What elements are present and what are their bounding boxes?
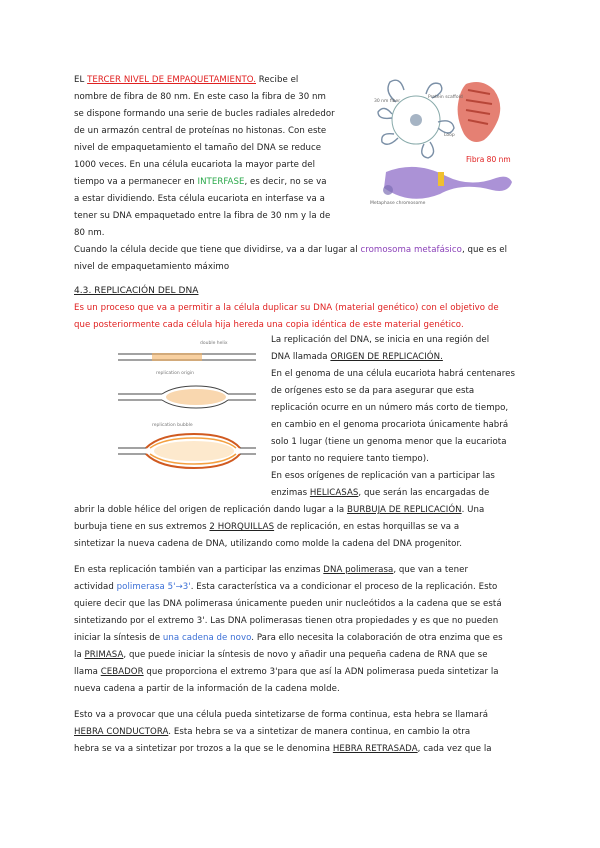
p1-line-4: de un armazón central de proteínas no histonas. Con este — [74, 126, 327, 136]
p1-line-6: 1000 veces. En una célula eucariota la mayor parte del — [74, 160, 316, 170]
dna-strand-top — [118, 353, 256, 361]
term-tercer-nivel: TERCER NIVEL DE EMPAQUETAMIENTO. — [87, 75, 256, 85]
text: tiempo va a permanecer en — [74, 177, 198, 187]
text: la — [74, 650, 85, 660]
metaphase-chromosome — [458, 82, 501, 142]
label-metaphase: Metaphase chromosome — [370, 201, 426, 206]
p1-line-3: se dispone formando una serie de bucles radiales alrededor — [74, 109, 335, 119]
term-interfase: INTERFASE — [197, 177, 245, 187]
p1-line-7 — [74, 174, 327, 191]
p4-line-2 — [74, 724, 470, 741]
p1-line-2: nombre de fibra de 80 nm. En este caso la fibra de 30 nm — [74, 92, 326, 102]
p4-line-3 — [74, 741, 492, 758]
text: enzimas — [271, 488, 310, 498]
label-scaffold: Protein scaffold — [428, 95, 463, 100]
p2-line-8: por tanto no requiere tanto tiempo). — [271, 454, 429, 464]
p3-line-2 — [74, 579, 497, 596]
label-30nm: 30 nm fiber — [374, 99, 401, 104]
p1-line-12: nivel de empaquetamiento máximo — [74, 262, 230, 272]
p3-line-7 — [74, 664, 499, 681]
p1-line-11 — [74, 242, 507, 259]
p2-line-6: en cambio en el genoma procariota únicamente habrá — [271, 420, 509, 430]
text: actividad — [74, 582, 117, 592]
term-hebra-conductora: HEBRA CONDUCTORA — [74, 727, 169, 737]
term-burbuja-replicacion: BURBUJA DE REPLICACIÓN — [347, 505, 462, 515]
text: abrir la doble hélice del origen de replicación dando lugar a la — [74, 505, 348, 515]
term-helicasas: HELICASAS — [309, 488, 359, 498]
p1-line-5: nivel de empaquetamiento el tamaño del DNA se reduce — [74, 143, 322, 153]
p2-line-5: replicación ocurre en un número más corto de tiempo, — [271, 403, 509, 413]
text: Cuando la célula decide que tiene que dividirse, va a dar lugar al — [74, 245, 361, 255]
replication-bubble-figure — [112, 336, 262, 478]
label-loop: Loop — [444, 133, 455, 138]
dna-strand-bottom — [118, 434, 256, 468]
figure-caption-fibra-80nm: Fibra 80 nm — [466, 155, 511, 164]
text: En esta replicación también van a participar las enzimas — [74, 565, 324, 575]
text: hebra se va a sintetizar por trozos a la que se le denomina — [74, 744, 333, 754]
term-primasa: PRIMASA — [84, 650, 124, 660]
p3-line-3: quiere decir que las DNA polimerasa únicamente pueden unir nucleótidos a la cadena que se está — [74, 599, 502, 609]
text: EL — [74, 75, 88, 85]
p1-line-1 — [74, 72, 298, 89]
p2-line-11 — [74, 502, 484, 519]
text: iniciar la síntesis de — [74, 633, 163, 643]
text: Recibe el — [256, 75, 299, 85]
centromere-mark — [438, 172, 444, 186]
p2-line-10 — [271, 485, 489, 502]
term-cadena-de-novo: una cadena de novo — [162, 633, 252, 643]
p3-line-1 — [74, 562, 468, 579]
term-cromosoma-metafasico: cromosoma metafásico — [360, 245, 462, 255]
chromatin-figure — [368, 72, 518, 212]
text: , que puede iniciar la síntesis de novo y añadir una pequeña cadena de RNA que se — [123, 650, 488, 660]
p4-line-1: Esto va a provocar que una célula pueda sintetizarse de forma continua, esta hebra se llamará — [74, 710, 489, 720]
p2-line-7: solo 1 lugar (tiene un genoma menor que la eucariota — [271, 437, 507, 447]
text: . Esta hebra se va a sintetizar de manera continua, en cambio la otra — [168, 727, 471, 737]
dna-strand-middle — [118, 386, 256, 408]
label-replication-origin: replication origin — [156, 371, 194, 376]
text: burbuja tiene en sus extremos — [74, 522, 210, 532]
p2-line-1: La replicación del DNA, se inicia en una región del — [271, 335, 490, 345]
label-replication-bubble: replication bubble — [152, 423, 193, 428]
fiber-end — [383, 185, 393, 195]
p2-line-4: de orígenes esto se da para asegurar que esta — [271, 386, 475, 396]
p1-line-9: tener su DNA empaquetado entre la fibra de 30 nm y la de — [74, 211, 331, 221]
text: , es decir, no se va — [244, 177, 327, 187]
text: . Para ello necesita la colaboración de otra enzima que es — [251, 633, 503, 643]
p3-line-8: nueva cadena a partir de la información de la cadena molde. — [74, 684, 340, 694]
text: . Esta característica va a condicionar el proceso de la replicación. Esto — [190, 582, 498, 592]
term-hebra-retrasada: HEBRA RETRASADA — [332, 744, 418, 754]
text: DNA llamada — [271, 352, 331, 362]
term-horquillas: 2 HORQUILLAS — [209, 522, 275, 532]
p3-line-4: sintetizando por el extremo 3'. Las DNA polimerasas tienen otra propiedades y es que no pueden — [74, 616, 499, 626]
text: llama — [74, 667, 101, 677]
p1-line-10: 80 nm. — [74, 228, 105, 238]
term-origen-replicacion: ORIGEN DE REPLICACIÓN. — [330, 352, 443, 362]
intro-line-2: que posteriormente cada célula hija hereda una copia idéntica de este material genético. — [74, 320, 464, 330]
section-heading: 4.3. REPLICACIÓN DEL DNA — [74, 286, 199, 296]
label-double-helix: double helix — [200, 341, 228, 346]
p2-line-9: En esos orígenes de replicación van a participar las — [271, 471, 495, 481]
p3-line-6 — [74, 647, 488, 664]
text: , que van a tener — [393, 565, 469, 575]
chromatid-fiber — [384, 167, 512, 199]
term-cebador: CEBADOR — [100, 667, 144, 677]
text: , que es el — [461, 245, 508, 255]
p2-line-12 — [74, 519, 459, 536]
protein-scaffold — [410, 114, 422, 126]
p3-line-5 — [74, 630, 503, 647]
p2-line-3: En el genoma de una célula eucariota habrá centenares — [271, 369, 515, 379]
term-polimerasa-5-3: polimerasa 5'→3' — [116, 582, 191, 592]
text: que proporciona el extremo 3'para que así la ADN polimerasa pueda sintetizar la — [143, 667, 499, 677]
text: , cada vez que la — [417, 744, 492, 754]
text: , que serán las encargadas de — [358, 488, 490, 498]
p2-line-13: sintetizar la nueva cadena de DNA, utilizando como molde la cadena del DNA progenitor. — [74, 539, 463, 549]
text: de replicación, en estas horquillas se va a — [274, 522, 460, 532]
intro-line-1: Es un proceso que va a permitir a la célula duplicar su DNA (material genético) con el objetivo de — [74, 303, 499, 313]
p2-line-2 — [271, 349, 443, 366]
text: . Una — [461, 505, 485, 515]
p1-line-8: a estar dividiendo. Esta célula eucariota en interfase va a — [74, 194, 325, 204]
term-dna-polimerasa: DNA polimerasa — [323, 565, 394, 575]
